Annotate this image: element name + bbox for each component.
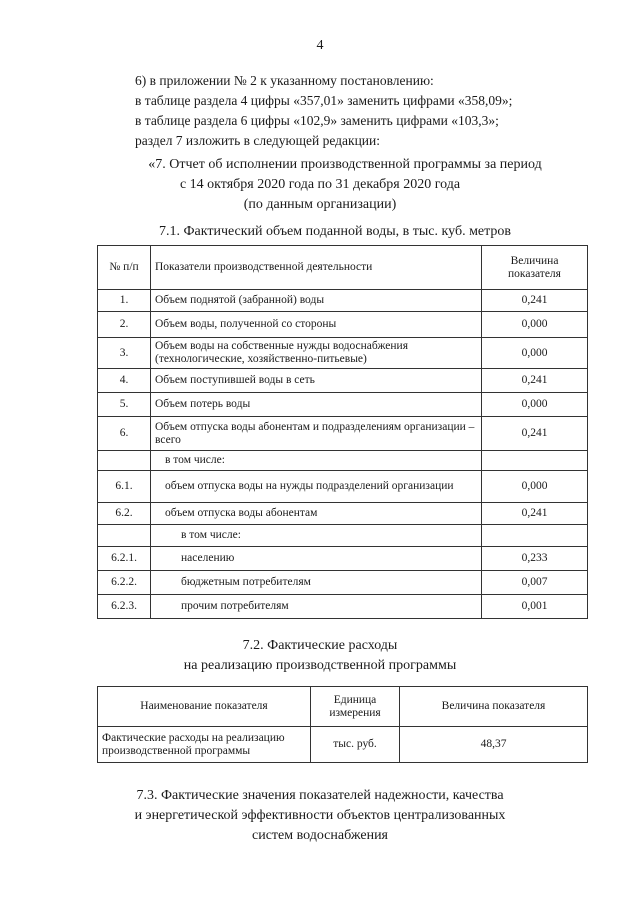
table-row xyxy=(98,727,588,763)
table-row: 6.2.3. прочим потребителям 0,001 xyxy=(98,595,588,619)
expenses-table xyxy=(97,686,588,763)
section-7-heading xyxy=(0,155,640,215)
section-7-2-title: 7.2. Фактические расходы xyxy=(242,638,398,653)
column-header-unit: Единица измерения xyxy=(311,687,400,727)
column-header-indicator: Показатели производственной деятельности xyxy=(151,246,482,290)
section-7-1-title: 7.1. Фактический объем поданной воды, в тыс. куб. метров xyxy=(158,224,512,239)
section-7-2-heading xyxy=(0,636,640,676)
amendment-line: 6) в приложении № 2 к указанному постановлению: xyxy=(135,73,434,88)
column-header-name: Наименование показателя xyxy=(98,687,311,727)
page-number: 4 xyxy=(316,38,324,53)
section-7-3-line: и энергетической эффективности объектов централизованных xyxy=(134,808,506,823)
table-row: 3. Объем воды на собственные нужды водоснабжения (технологические, хозяйственно-питьевые) 0,000 xyxy=(98,338,588,369)
section-7-source: (по данным организации) xyxy=(243,197,397,212)
section-7-2-subtitle: на реализацию производственной программы xyxy=(183,658,457,673)
section-7-title: «7. Отчет об исполнении производственной программы за период xyxy=(148,157,542,172)
table-row: 6.1. объем отпуска воды на нужды подразделений организации 0,000 xyxy=(98,471,588,503)
water-volume-table xyxy=(97,245,588,619)
column-header-value: Величина показателя xyxy=(482,246,588,290)
table-row: в том числе: xyxy=(98,525,588,547)
table-row: 6.2. объем отпуска воды абонентам 0,241 xyxy=(98,503,588,525)
table-row: 6. Объем отпуска воды абонентам и подразделениям организации – всего 0,241 xyxy=(98,417,588,451)
table-row: 6.2.1. населению 0,233 xyxy=(98,547,588,571)
section-7-3-heading xyxy=(0,786,640,846)
column-header-value: Величина показателя xyxy=(400,687,588,727)
table-row: 4. Объем поступившей воды в сеть 0,241 xyxy=(98,369,588,393)
table-row: 6.2.2. бюджетным потребителям 0,007 xyxy=(98,571,588,595)
amendment-text xyxy=(135,71,512,151)
table-row: в том числе: xyxy=(98,451,588,471)
expense-value: 48,37 xyxy=(400,727,588,763)
section-7-3-line: 7.3. Фактические значения показателей надежности, качества xyxy=(136,788,504,803)
section-7-period: с 14 октября 2020 года по 31 декабря 2020 года xyxy=(179,177,461,192)
section-7-3-line: систем водоснабжения xyxy=(251,828,388,843)
table-row: 2. Объем воды, полученной со стороны 0,000 xyxy=(98,312,588,338)
table-row: 5. Объем потерь воды 0,000 xyxy=(98,393,588,417)
amendment-line: раздел 7 изложить в следующей редакции: xyxy=(135,133,381,148)
expense-name: Фактические расходы на реализацию производственной программы xyxy=(98,727,311,763)
expense-unit: тыс. руб. xyxy=(311,727,400,763)
column-header-number: № п/п xyxy=(98,246,151,290)
table-row: 1. Объем поднятой (забранной) воды 0,241 xyxy=(98,290,588,312)
amendment-line: в таблице раздела 4 цифры «357,01» заменить цифрами «358,09»; xyxy=(135,93,513,108)
amendment-line: в таблице раздела 6 цифры «102,9» заменить цифрами «103,3»; xyxy=(135,113,499,128)
